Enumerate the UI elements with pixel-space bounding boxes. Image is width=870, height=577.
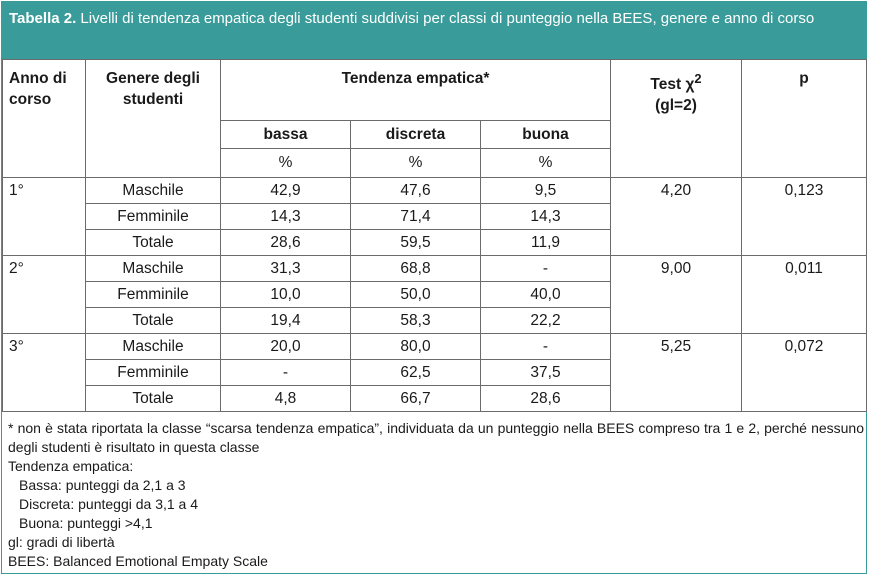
bassa-cell: 14,3 xyxy=(221,204,351,230)
buona-cell: - xyxy=(481,256,611,282)
caption-label: Tabella 2. xyxy=(9,10,77,27)
genere-cell: Maschile xyxy=(86,178,221,204)
discreta-cell: 47,6 xyxy=(351,178,481,204)
buona-cell: 14,3 xyxy=(481,204,611,230)
genere-cell: Maschile xyxy=(86,256,221,282)
header-unit: % xyxy=(221,149,351,178)
header-anno: Anno di corso xyxy=(3,60,86,178)
buona-cell: 22,2 xyxy=(481,308,611,334)
bassa-cell: 20,0 xyxy=(221,334,351,360)
table-frame xyxy=(1,1,867,574)
caption-text: Livelli di tendenza empatica degli studenti suddivisi per classi di punteggio nella BEES, genere e anno di corso xyxy=(76,10,815,27)
bassa-cell: 4,8 xyxy=(221,386,351,412)
header-p: p xyxy=(742,60,867,178)
data-table xyxy=(2,59,867,412)
note-bassa: Bassa: punteggi da 2,1 a 3 xyxy=(19,477,186,493)
discreta-cell: 62,5 xyxy=(351,360,481,386)
note-buona: Buona: punteggi >4,1 xyxy=(19,515,153,531)
bassa-cell: 31,3 xyxy=(221,256,351,282)
table-row xyxy=(3,178,867,204)
buona-cell: 37,5 xyxy=(481,360,611,386)
discreta-cell: 50,0 xyxy=(351,282,481,308)
buona-cell: 28,6 xyxy=(481,386,611,412)
table-notes xyxy=(8,419,864,571)
table-row xyxy=(3,334,867,360)
p-cell: 0,072 xyxy=(742,334,867,412)
header-test: Test $\chi^2$ (gl=2) xyxy=(611,60,742,178)
bassa-cell: 19,4 xyxy=(221,308,351,334)
discreta-cell: 66,7 xyxy=(351,386,481,412)
buona-cell: 9,5 xyxy=(481,178,611,204)
table-caption xyxy=(2,2,866,59)
bassa-cell: - xyxy=(221,360,351,386)
p-cell: 0,011 xyxy=(742,256,867,334)
genere-cell: Totale xyxy=(86,308,221,334)
buona-cell: 40,0 xyxy=(481,282,611,308)
genere-cell: Totale xyxy=(86,386,221,412)
anno-cell: 1° xyxy=(3,178,86,256)
test-cell: 5,25 xyxy=(611,334,742,412)
genere-cell: Femminile xyxy=(86,360,221,386)
test-cell: 9,00 xyxy=(611,256,742,334)
genere-cell: Maschile xyxy=(86,334,221,360)
note-asterisk: * non è stata riportata la classe “scarsa tendenza empatica”, individuata da un punteggio nella BEES compreso tra 1 e 2, perché nessuno degli studenti è risultato in questa classe xyxy=(8,420,864,455)
discreta-cell: 59,5 xyxy=(351,230,481,256)
genere-cell: Totale xyxy=(86,230,221,256)
p-cell: 0,123 xyxy=(742,178,867,256)
buona-cell: 11,9 xyxy=(481,230,611,256)
note-bees: BEES: Balanced Emotional Empaty Scale xyxy=(8,553,268,569)
bassa-cell: 42,9 xyxy=(221,178,351,204)
header-level-bassa: bassa xyxy=(221,121,351,149)
anno-cell: 3° xyxy=(3,334,86,412)
genere-cell: Femminile xyxy=(86,282,221,308)
genere-cell: Femminile xyxy=(86,204,221,230)
buona-cell: - xyxy=(481,334,611,360)
bassa-cell: 10,0 xyxy=(221,282,351,308)
header-tendenza: Tendenza empatica* xyxy=(221,60,611,121)
discreta-cell: 71,4 xyxy=(351,204,481,230)
header-level-discreta: discreta xyxy=(351,121,481,149)
discreta-cell: 58,3 xyxy=(351,308,481,334)
note-discreta: Discreta: punteggi da 3,1 a 4 xyxy=(19,496,199,512)
header-unit: % xyxy=(481,149,611,178)
discreta-cell: 80,0 xyxy=(351,334,481,360)
header-genere: Genere degli studenti xyxy=(86,60,221,178)
header-unit: % xyxy=(351,149,481,178)
table-row xyxy=(3,256,867,282)
discreta-cell: 68,8 xyxy=(351,256,481,282)
test-cell: 4,20 xyxy=(611,178,742,256)
header-level-buona: buona xyxy=(481,121,611,149)
note-tendenza-title: Tendenza empatica: xyxy=(8,458,134,474)
note-gl: gl: gradi di libertà xyxy=(8,534,115,550)
anno-cell: 2° xyxy=(3,256,86,334)
bassa-cell: 28,6 xyxy=(221,230,351,256)
